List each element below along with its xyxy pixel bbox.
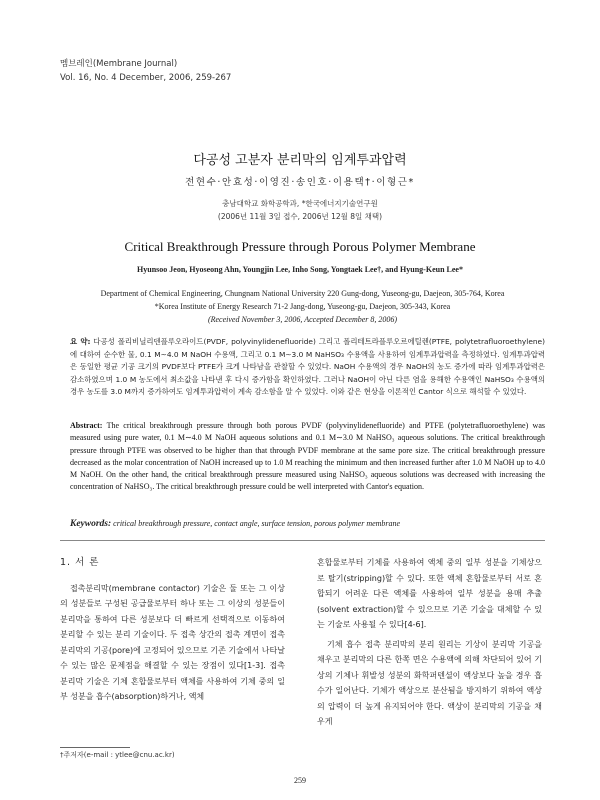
journal-header bbox=[60, 57, 231, 85]
english-affiliation-1: Department of Chemical Engineering, Chungnam National University 220 Gung-dong, Yuseong-gu, Daejeon, 305-764, Korea bbox=[100, 289, 505, 298]
body-paragraph: 접촉분리막(membrane contactor) 기술은 둘 또는 그 이상의 성분들로 구성된 공급물로부터 하나 또는 그 이상의 성분들이 분리막을 통하여 다른 성분보다 더 빠르게 선택적으로 이동하여 분리할 수 있는 분리 기술이다. 두 접촉 상간의 접촉 계면이 접촉 분리막의 기공(pore)에 고정되어 있으므로 기존 기술에서 나타날 수 있는 많은 문제점을 해결할 수 있는 장점이 있다[1-3]. 접촉 분리막 기술은 기체 혼합물로부터 액체를 사용하여 기체 중의 일부 성분을 흡수(absorption)하거나, 액체 bbox=[60, 583, 285, 701]
footnote-divider bbox=[60, 747, 130, 748]
english-abstract-label: Abstract: bbox=[70, 421, 103, 430]
received-dates: (Received November 3, 2006, Accepted December 8, 2006) bbox=[207, 315, 398, 324]
journal-issue: Vol. 16, No. 4 December, 2006, 259-267 bbox=[60, 73, 232, 83]
body-paragraph: 혼합물로부터 기체를 사용하여 액체 중의 일부 성분을 기체상으로 탈기(stripping)할 수 있다. 또한 액체 혼합물로부터 서로 혼합되기 어려운 다른 액체를 사용하여 일부 성분을 용매 추출(solvent extraction)할 수 있으므로 기존 기술을 대체할 수 있는 기술로 사용될 수 있다[4-6]. bbox=[317, 558, 542, 629]
english-affiliation-2: *Korea Institute of Energy Research 71-2 Jang-dong, Yuseong-gu, Daejeon, 305-343, Korea bbox=[154, 302, 451, 311]
left-column bbox=[60, 555, 285, 705]
journal-name: 멤브레인(Membrane Journal) bbox=[60, 59, 178, 69]
body-paragraph: 기체 흡수 접촉 분리막의 분리 원리는 기상이 분리막 기공을 채우고 분리막의 다른 한쪽 면은 수용액에 의해 차단되어 있어 기상의 기체나 휘발성 성분의 화학퍼텐셜이 액상보다 높을 경우 흡수가 일어난다. 기체가 액상으로 분산됨을 방지하기 위하여 액상의 압력이 더 높게 유지되어야 한다. 액상이 분리막의 기공을 채우게 bbox=[317, 639, 542, 726]
korean-dates: (2006년 11월 3일 접수, 2006년 12월 8일 채택) bbox=[217, 212, 383, 221]
korean-abstract-label: 요 약: bbox=[70, 337, 91, 346]
english-title: Critical Breakthrough Pressure through Porous Polymer Membrane bbox=[124, 239, 476, 254]
right-column bbox=[317, 555, 542, 730]
english-abstract-text: The critical breakthrough pressure through both porous PVDF (polyvinylidenefluoride) and PTFE (polytetrafluoroethylene) was measured using pure water, 0.1 M∼4.0 M NaOH aqueous solutions and 0.1 M∼3.0 M NaHSO₃ aqueous solutions. The critical breakthrough pressure through PTFE was observed to be higher than that through PVDF membrane at the same pore size. The critical breakthrough pressure decreased as the molar concentration of NaOH increased up to 1.0 M reaching the minimum and then increased further after 1.0 M NaOH up to 4.0 M NaOH. On the other hand, the critical breakthrough pressure measured using NaHSO₃ aqueous solutions was decreased with increasing the concentration of NaHSO₃. The critical breakthrough pressure could be well interpreted with Cantor's equation. bbox=[70, 421, 545, 492]
korean-affiliation-block bbox=[0, 197, 600, 223]
keywords bbox=[70, 519, 545, 529]
english-authors: Hyunsoo Jeon, Hyoseong Ahn, Youngjin Lee, Inho Song, Yongtaek Lee†, and Hyung-Keun Lee* bbox=[137, 265, 463, 274]
korean-title: 다공성 고분자 분리막의 임계투과압력 bbox=[193, 153, 407, 168]
korean-affiliation: 충남대학교 화학공학과, *한국에너지기술연구원 bbox=[222, 199, 378, 208]
korean-abstract bbox=[70, 336, 545, 399]
korean-abstract-text: 다공성 폴리비닐리덴플루오라이드(PVDF, polyvinylidenefluoride) 그리고 폴리테트라플루오르에틸렌(PTFE, polytetrafluoroethylene)에 대하여 순수한 물, 0.1 M∼4.0 M NaOH 수용액, 그리고 0.1 M∼3.0 M NaHSO₃ 수용액을 사용하여 임계투과압력을 측정하였다. 임계투과압력은 동일한 평균 기공 크기의 PVDF보다 PTFE가 크게 나타남을 관찰할 수 있었다. NaOH 수용액의 경우 NaOH의 농도 증가에 따라 임계투과압력은 감소하였으며 1.0 M 농도에서 최소값을 나타낸 후 다시 증가함을 확인하였다. 그러나 NaOH이 아닌 다른 염을 용해한 수용액인 NaHSO₃ 수용액의 경우 농도를 3.0 M까지 증가하여도 임계투과압력이 계속 감소함을 알 수 있었다. 이와 같은 현상을 이론적인 Cantor 식으로 해석할 수 있었다. bbox=[70, 337, 545, 396]
page-number: 259 bbox=[294, 776, 306, 785]
keywords-text: critical breakthrough pressure, contact angle, surface tension, porous polymer membrane bbox=[113, 519, 401, 528]
english-affiliation-block bbox=[60, 287, 545, 326]
keywords-label: Keywords: bbox=[70, 519, 112, 529]
english-abstract bbox=[70, 420, 545, 494]
section-heading: 1. 서 론 bbox=[60, 557, 100, 568]
section-divider bbox=[60, 540, 545, 541]
korean-authors: 전현수·안효성·이영진·송인호·이용택†·이형근* bbox=[185, 177, 415, 188]
footnote: †주저자(e-mail : ytlee@cnu.ac.kr) bbox=[60, 751, 175, 759]
